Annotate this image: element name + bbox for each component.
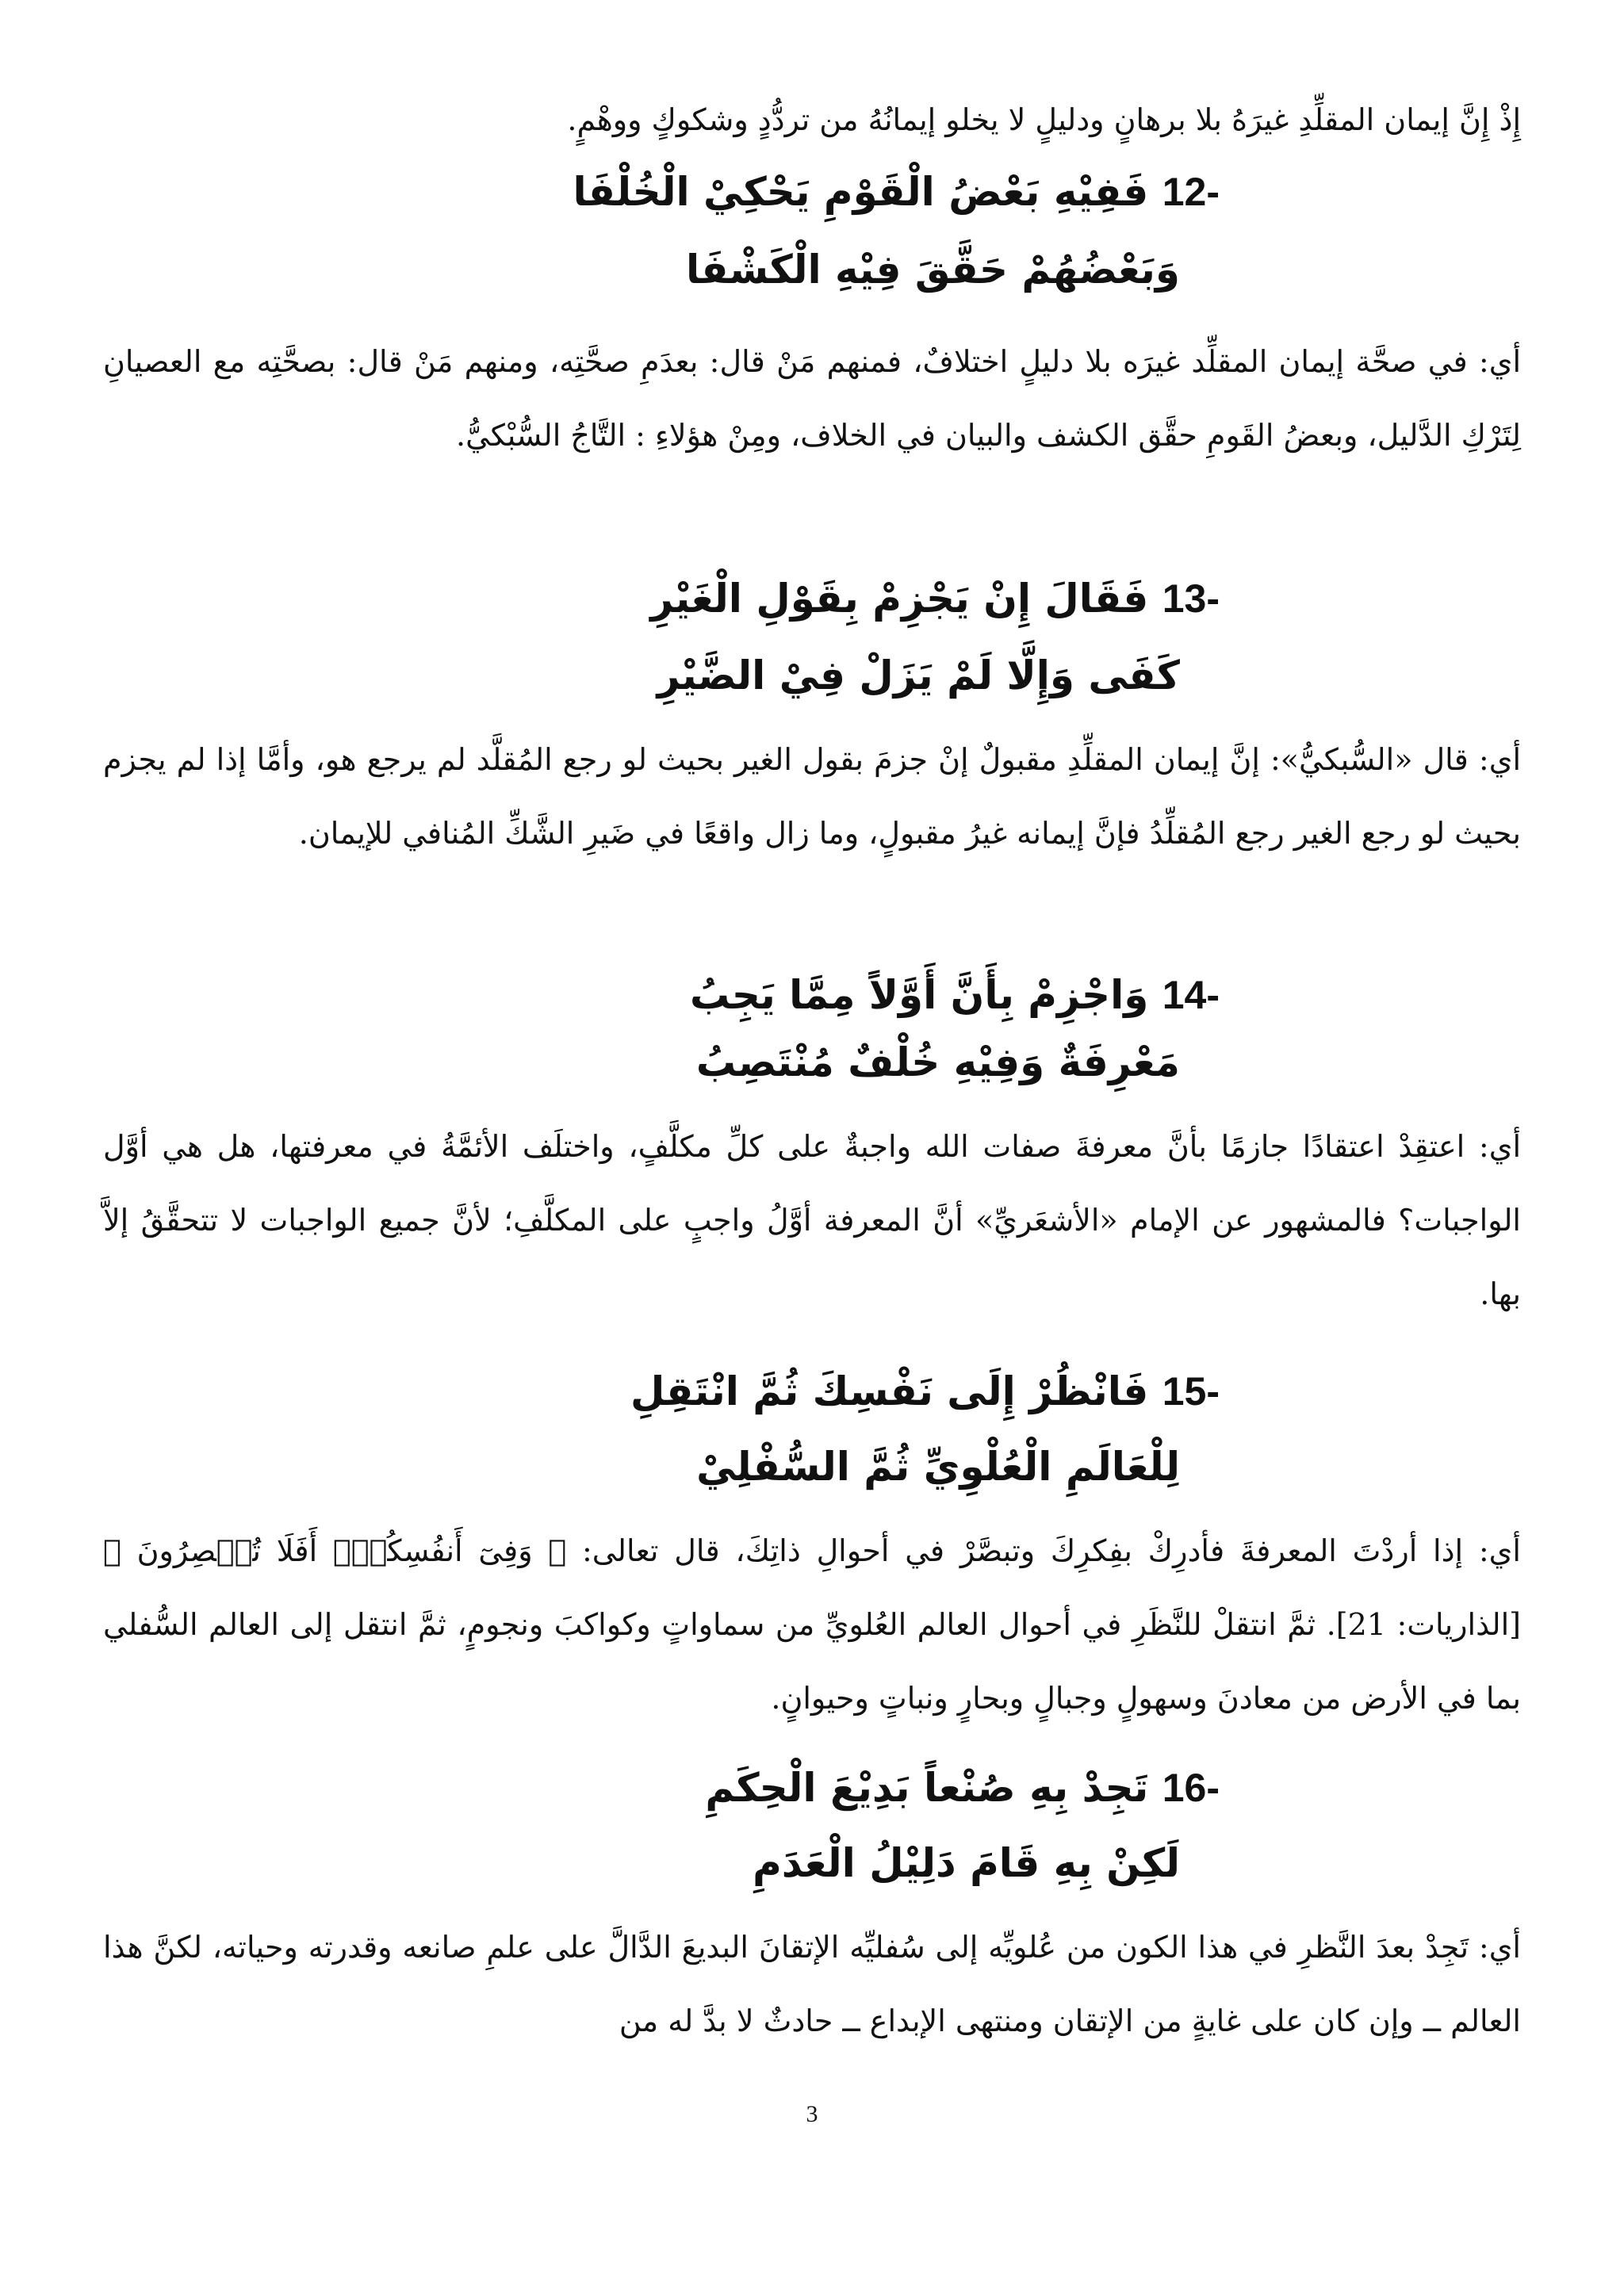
verse-15-first-hemistich [630, 1360, 1220, 1423]
verse-15-number: -15 [1162, 1369, 1220, 1414]
paragraph-commentary-16: أي: تَجِدْ بعدَ النَّظرِ في هذا الكون من عُلويِّه إلى سُفليِّه الإتقانَ البديعَ الدَّالَّ على علمِ صانعه وقدرته وحياته، لكنَّ هذا العالم ــ وإن كان على غايةٍ من الإتقان ومنتهى الإبداع ــ حادثٌ لا بدَّ له من [103, 1930, 1521, 2038]
verse-13-first-hemistich [650, 567, 1220, 630]
verse-14-number: -14 [1162, 973, 1220, 1017]
verse-13-second-hemistich: كَفَى وَإِلَّا لَمْ يَزَلْ فِيْ الضَّيْرِ [657, 652, 1180, 698]
verse-14-first-hemistich [690, 963, 1220, 1027]
verse-14-second-hemistich: مَعْرِفَةٌ وَفِيْهِ خُلْفٌ مُنْتَصِبُ [695, 1039, 1180, 1085]
verse-12-second-hemistich: وَبَعْضُهُمْ حَقَّقَ فِيْهِ الْكَشْفَا [686, 247, 1180, 293]
verse-12-number: -12 [1162, 170, 1220, 214]
verse-12-first-text: فَفِيْهِ بَعْضُ الْقَوْمِ يَحْكِيْ الْخُلْفَا [573, 169, 1149, 215]
paragraph-commentary-12: أي: في صحَّة إيمان المقلِّد غيرَه بلا دليلٍ اختلافٌ، فمنهم مَنْ قال: بعدَمِ صحَّتِه، ومنهم مَنْ قال: بصحَّتِه مع العصيانِ لِتَرْكِ الدَّليل، وبعضُ القَومِ حقَّق الكشف والبيان في الخلاف، ومِنْ هؤلاءِ : التَّاجُ السُّبْكيُّ. [103, 344, 1521, 453]
paragraph-commentary-13: أي: قال «السُّبكيُّ»: إنَّ إيمان المقلِّدِ مقبولٌ إنْ جزمَ بقول الغير بحيث لو رجع المُقلَّد لم يرجع هو، وأمَّا إذا لم يجزم بحيث لو رجع الغير رجع المُقلِّدُ فإنَّ إيمانه غيرُ مقبولٍ، وما زال واقعًا في ضَيرِ الشَّكِّ المُنافي للإيمان. [103, 742, 1521, 851]
verse-15-second-hemistich: لِلْعَالَمِ الْعُلْوِيِّ ثُمَّ السُّفْلِيْ [696, 1444, 1180, 1490]
verse-14-first-text: وَاجْزِمْ بِأَنَّ أَوَّلاً مِمَّا يَجِبُ [690, 972, 1149, 1018]
paragraph-commentary-15: أي: إذا أردْتَ المعرفةَ فأدرِكْ بفِكرِكَ وتبصَّرْ في أحوالِ ذاتِكَ، قال تعالى: ﴿ وَفِىٓ أَنفُسِكُمۡۚ أَفَلَا تُبۡصِرُونَ ﴾ [الذاريات: 21]. ثمَّ انتقلْ للنَّظَرِ في أحوال العالم العُلويِّ من سماواتٍ وكواكبَ ونجومٍ، ثمَّ انتقل إلى العالم السُّفلي بما في الأرض من معادنَ وسهولٍ وجبالٍ وبحارٍ ونباتٍ وحيوانٍ. [103, 1533, 1521, 1716]
verse-16-number: -16 [1162, 1766, 1220, 1810]
verse-16-second-hemistich: لَكِنْ بِهِ قَامَ دَلِيْلُ الْعَدَمِ [753, 1840, 1180, 1886]
paragraph-intro: إِذْ إِنَّ إيمان المقلِّدِ غيرَهُ بلا برهانٍ ودليلٍ لا يخلو إيمانُهُ من تردُّدٍ وشكوكٍ ووهْمٍ. [567, 102, 1521, 137]
verse-12-first-hemistich [573, 160, 1220, 224]
page-number: 3 [806, 2101, 818, 2127]
verse-16-first-text: تَجِدْ بِهِ صُنْعاً بَدِيْعَ الْحِكَمِ [705, 1765, 1149, 1811]
verse-13-number: -13 [1162, 576, 1220, 621]
paragraph-commentary-14: أي: اعتقِدْ اعتقادًا جازمًا بأنَّ معرفةَ صفات الله واجبةٌ على كلِّ مكلَّفٍ، واختلَف الأئمَّةُ في معرفتها، هل هي أوَّل الواجبات؟ فالمشهور عن الإمام «الأشعَريِّ» أنَّ المعرفة أوَّلُ واجبٍ على المكلَّفِ؛ لأنَّ جميع الواجبات لا تتحقَّقُ إلاَّ بها. [103, 1129, 1521, 1311]
verse-13-first-text: فَقَالَ إِنْ يَجْزِمْ بِقَوْلِ الْغَيْرِ [650, 576, 1149, 622]
verse-15-first-text: فَانْظُرْ إِلَى نَفْسِكَ ثُمَّ انْتَقِلِ [630, 1368, 1149, 1414]
verse-16-first-hemistich [705, 1756, 1220, 1820]
